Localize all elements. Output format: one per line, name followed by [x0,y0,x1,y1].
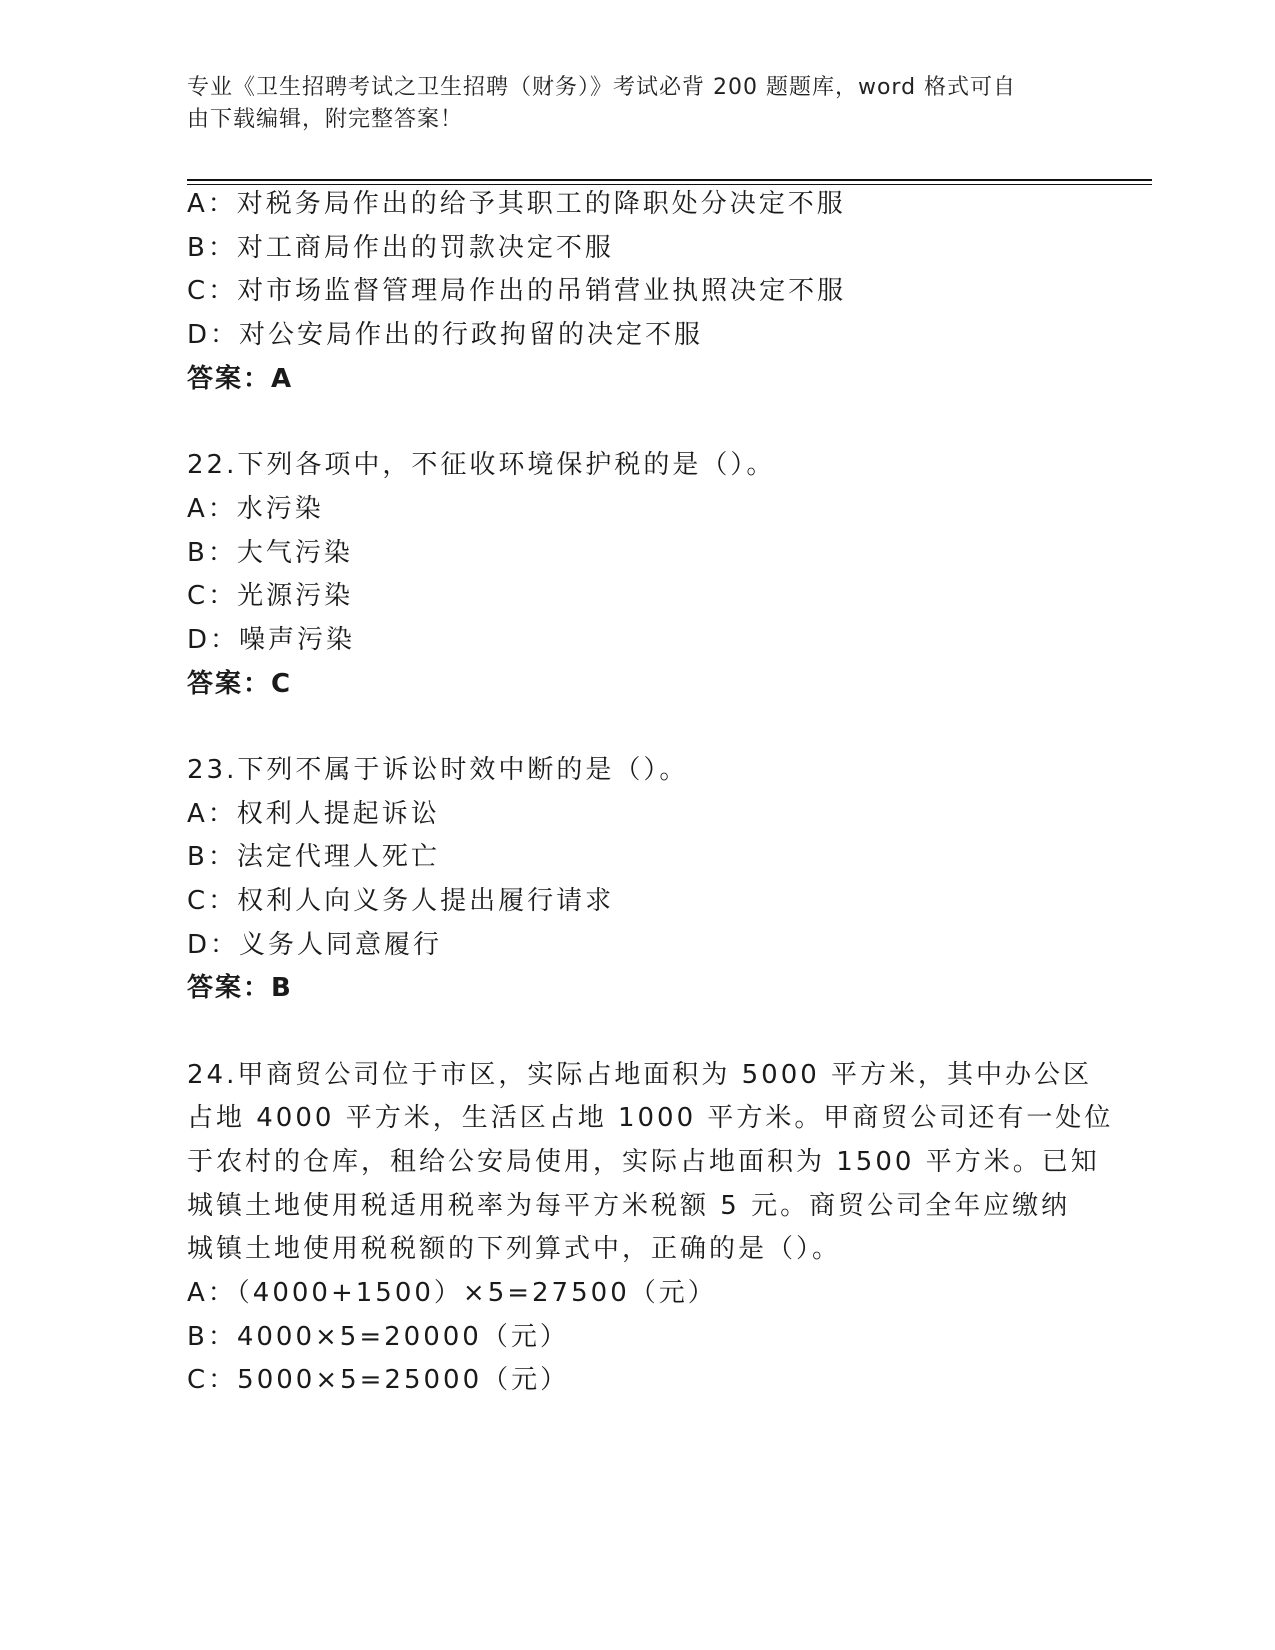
q22-question: 22.下列各项中，不征收环境保护税的是（）。 [187,450,776,480]
q22-option-d: D：噪声污染 [187,625,356,655]
q23-option-d: D：义务人同意履行 [187,930,443,960]
q22-option-a: A：水污染 [187,494,324,524]
header-divider-thick [187,179,1152,181]
q22-option-c: C：光源污染 [187,581,354,611]
q24-option-b: B：4000×5=20000（元） [187,1322,569,1352]
document-header [187,72,1067,136]
q23-question: 23.下列不属于诉讼时效中断的是（）。 [187,755,689,785]
q24-question-line-4: 城镇土地使用税适用税率为每平方米税额 5 元。商贸公司全年应缴纳 [187,1191,1071,1221]
q24-option-a: A：（4000+1500）×5=27500（元） [187,1278,717,1308]
q24-option-c: C：5000×5=25000（元） [187,1365,570,1395]
q22-option-b: B：大气污染 [187,538,353,568]
q23-option-b: B：法定代理人死亡 [187,842,440,872]
q23-option-c: C：权利人向义务人提出履行请求 [187,886,615,916]
header-divider-thin [187,184,1152,185]
q24-question-line-2: 占地 4000 平方米，生活区占地 1000 平方米。甲商贸公司还有一处位 [187,1103,1114,1133]
q21-option-d: D：对公安局作出的行政拘留的决定不服 [187,320,704,350]
header-line-1: 专业《卫生招聘考试之卫生招聘（财务）》考试必背 200 题题库，word 格式可自 [187,75,1017,100]
q24-question-line-3: 于农村的仓库，租给公安局使用，实际占地面积为 1500 平方米。已知 [187,1147,1100,1177]
q21-option-b: B：对工商局作出的罚款决定不服 [187,233,614,263]
q23-option-a: A：权利人提起诉讼 [187,799,440,829]
q21-option-a: A：对税务局作出的给予其职工的降职处分决定不服 [187,189,846,219]
header-line-2: 由下载编辑，附完整答案！ [187,107,464,132]
q23-answer: 答案：B [187,973,293,1003]
q24-question-line-5: 城镇土地使用税税额的下列算式中，正确的是（）。 [187,1234,842,1264]
q21-option-c: C：对市场监督管理局作出的吊销营业执照决定不服 [187,276,847,306]
q24-question-line-1: 24.甲商贸公司位于市区，实际占地面积为 5000 平方米，其中办公区 [187,1060,1093,1090]
q22-answer: 答案：C [187,669,293,699]
q21-answer: 答案：A [187,364,294,394]
